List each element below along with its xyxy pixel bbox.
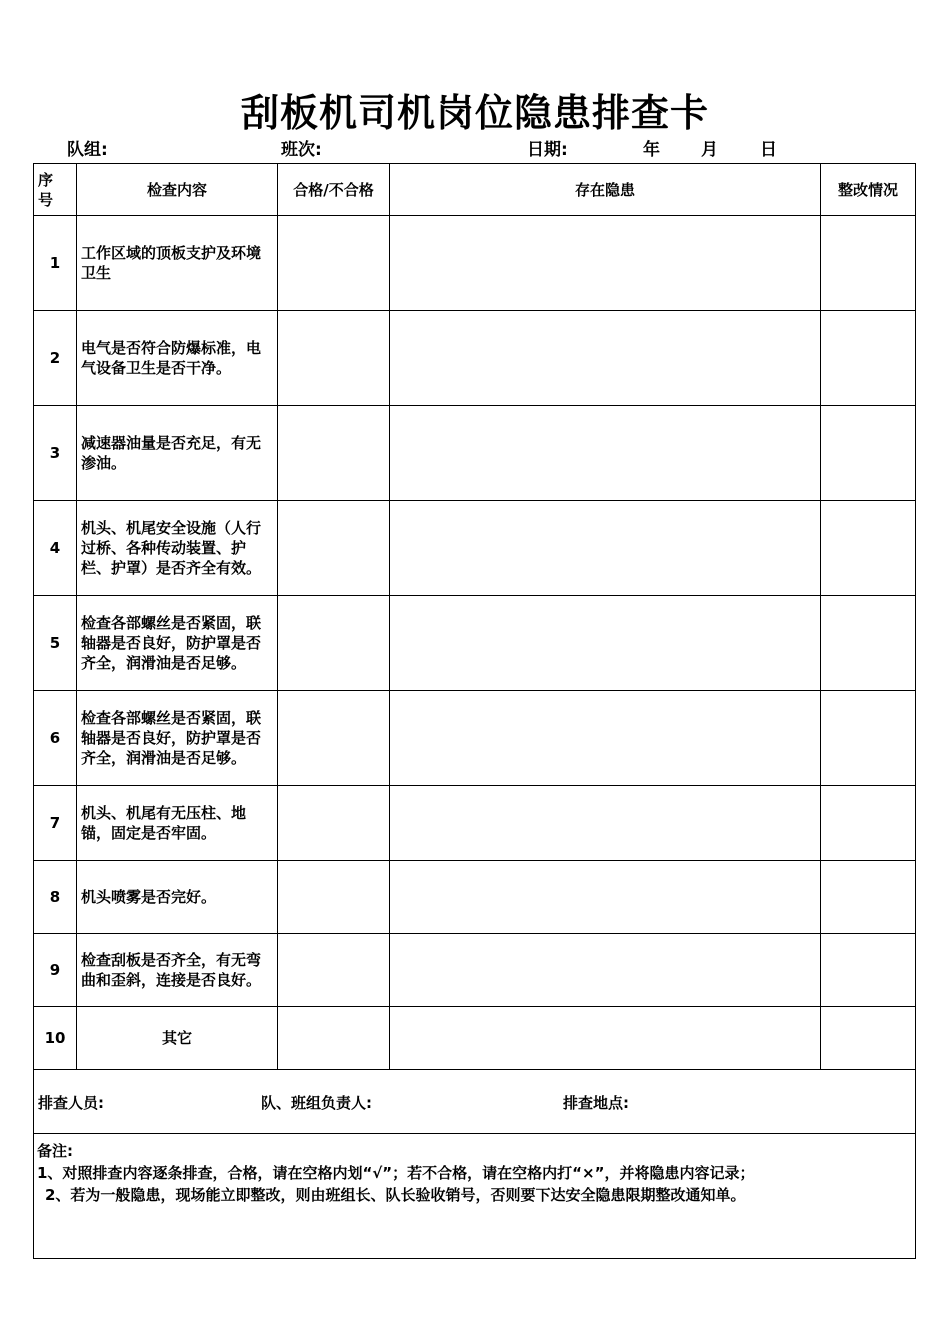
pass-cell[interactable] <box>278 786 390 861</box>
table-row <box>34 311 916 406</box>
date-day-label: 日 <box>760 140 777 160</box>
hazard-cell[interactable] <box>390 311 821 406</box>
pass-cell[interactable] <box>278 1007 390 1070</box>
pass-cell[interactable] <box>278 861 390 934</box>
row-content: 机头喷雾是否完好。 <box>77 861 278 934</box>
fix-cell[interactable] <box>821 596 916 691</box>
notes-line-1: 1、对照排查内容逐条排查，合格，请在空格内划“√”；若不合格，请在空格内打“×”，并将隐患内容记录； <box>37 1164 755 1182</box>
table-row <box>34 501 916 596</box>
row-content: 机头、机尾有无压柱、地锚，固定是否牢固。 <box>77 786 278 861</box>
notes-row <box>34 1134 916 1259</box>
table-row <box>34 691 916 786</box>
page-title: 刮板机司机岗位隐患排查卡 <box>240 91 709 135</box>
row-content: 电气是否符合防爆标准，电气设备卫生是否干净。 <box>77 311 278 406</box>
fix-cell[interactable] <box>821 1007 916 1070</box>
notes-cell <box>34 1134 916 1259</box>
inspection-location-label: 排查地点: <box>563 1094 629 1112</box>
row-content: 检查各部螺丝是否紧固，联轴器是否良好，防护罩是否齐全，润滑油是否足够。 <box>77 691 278 786</box>
pass-cell[interactable] <box>278 934 390 1007</box>
table-row <box>34 406 916 501</box>
row-number: 5 <box>34 596 77 691</box>
fix-cell[interactable] <box>821 934 916 1007</box>
row-number: 2 <box>34 311 77 406</box>
signature-cell <box>34 1070 916 1134</box>
table-row <box>34 934 916 1007</box>
row-number: 7 <box>34 786 77 861</box>
hazard-cell[interactable] <box>390 501 821 596</box>
pass-cell[interactable] <box>278 501 390 596</box>
pass-cell[interactable] <box>278 406 390 501</box>
table-row <box>34 1007 916 1070</box>
fix-cell[interactable] <box>821 861 916 934</box>
date-month-label: 月 <box>701 140 718 160</box>
hazard-cell[interactable] <box>390 691 821 786</box>
team-leader-label: 队、班组负责人: <box>261 1094 372 1112</box>
fix-cell[interactable] <box>821 216 916 311</box>
inspection-table <box>33 163 916 1259</box>
date-label: 日期: <box>527 140 568 160</box>
inspector-label: 排查人员: <box>38 1094 104 1112</box>
fix-cell[interactable] <box>821 501 916 596</box>
pass-cell[interactable] <box>278 596 390 691</box>
hazard-cell[interactable] <box>390 1007 821 1070</box>
fix-cell[interactable] <box>821 691 916 786</box>
row-number: 3 <box>34 406 77 501</box>
fix-cell[interactable] <box>821 311 916 406</box>
row-content: 其它 <box>77 1007 278 1070</box>
row-content: 检查各部螺丝是否紧固，联轴器是否良好，防护罩是否齐全，润滑油是否足够。 <box>77 596 278 691</box>
fix-cell[interactable] <box>821 406 916 501</box>
pass-cell[interactable] <box>278 691 390 786</box>
pass-cell[interactable] <box>278 311 390 406</box>
hazard-cell[interactable] <box>390 934 821 1007</box>
table-header-row <box>34 164 916 216</box>
header-pass: 合格/不合格 <box>278 164 390 216</box>
table-row <box>34 861 916 934</box>
notes-line-2: 2、若为一般隐患，现场能立即整改，则由班组长、队长验收销号，否则要下达安全隐患限期整改通知单。 <box>45 1186 746 1204</box>
row-number: 9 <box>34 934 77 1007</box>
row-number: 1 <box>34 216 77 311</box>
hazard-cell[interactable] <box>390 406 821 501</box>
notes-heading: 备注: <box>37 1142 73 1160</box>
header-content: 检查内容 <box>77 164 278 216</box>
table-row <box>34 596 916 691</box>
row-number: 8 <box>34 861 77 934</box>
header-hazard: 存在隐患 <box>390 164 821 216</box>
hazard-cell[interactable] <box>390 596 821 691</box>
date-year-label: 年 <box>643 140 660 160</box>
header-seq: 序 号 <box>34 164 77 216</box>
table-row <box>34 786 916 861</box>
table-row <box>34 216 916 311</box>
row-content: 减速器油量是否充足，有无渗油。 <box>77 406 278 501</box>
row-content: 机头、机尾安全设施（人行过桥、各种传动装置、护栏、护罩）是否齐全有效。 <box>77 501 278 596</box>
hazard-cell[interactable] <box>390 786 821 861</box>
hazard-cell[interactable] <box>390 216 821 311</box>
row-number: 6 <box>34 691 77 786</box>
row-content: 工作区域的顶板支护及环境卫生 <box>77 216 278 311</box>
signature-row <box>34 1070 916 1134</box>
shift-label: 班次: <box>281 140 322 160</box>
row-number: 10 <box>34 1007 77 1070</box>
pass-cell[interactable] <box>278 216 390 311</box>
hazard-cell[interactable] <box>390 861 821 934</box>
team-label: 队组: <box>67 140 108 160</box>
header-fix: 整改情况 <box>821 164 916 216</box>
row-content: 检查刮板是否齐全，有无弯曲和歪斜，连接是否良好。 <box>77 934 278 1007</box>
row-number: 4 <box>34 501 77 596</box>
fix-cell[interactable] <box>821 786 916 861</box>
